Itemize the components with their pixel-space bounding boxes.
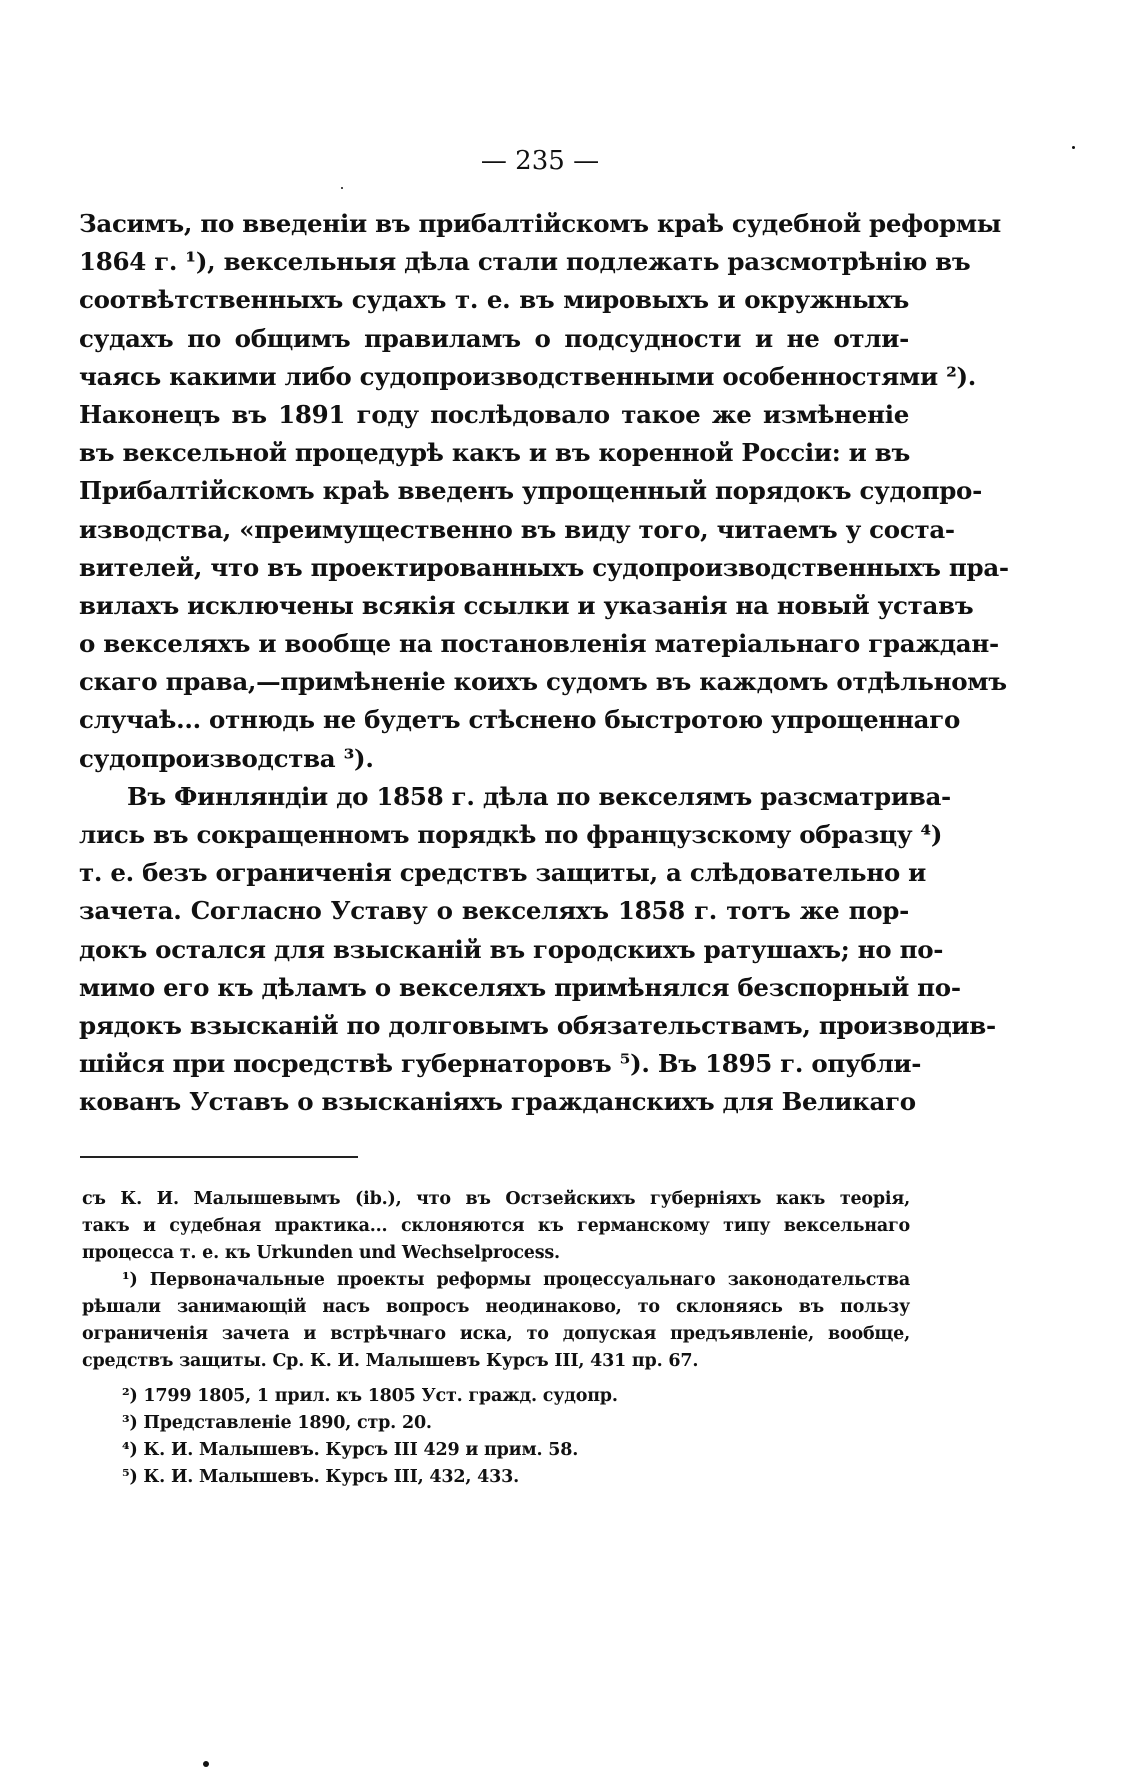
footnote-divider — [80, 1156, 358, 1158]
footnote-spacer — [82, 1375, 910, 1383]
footnote-line: ⁵) К. И. Малышевъ. Курсъ III, 432, 433. — [122, 1467, 519, 1487]
body-line: Прибалтійскомъ краѣ введенъ упрощенный порядокъ судопро- — [79, 476, 982, 506]
body-line: соотвѣтственныхъ судахъ т. е. въ мировыхъ и окружныхъ — [79, 285, 909, 315]
body-line: Въ Финляндіи до 1858 г. дѣла по векселямъ разсматрива- — [127, 781, 951, 811]
page-number: — 235 — — [480, 146, 600, 176]
body-line: чаясь какими либо судопроизводственными особенностями ²). — [79, 361, 977, 391]
body-line: вилахъ исключены всякія ссылки и указанія на новый уставъ — [79, 590, 974, 620]
footnote-line: ³) Представленіе 1890, стр. 20. — [122, 1413, 432, 1433]
body-text — [79, 205, 1009, 1122]
footnotes — [82, 1186, 910, 1491]
body-line: судахъ по общимъ правиламъ о подсудности и не отли- — [79, 323, 909, 353]
footnote-line: такъ и судебная практика... склоняются къ германскому типу вексельнаго — [82, 1216, 910, 1236]
body-line: судопроизводства ³). — [79, 743, 374, 773]
body-line: лись въ сокращенномъ порядкѣ по французскому образцу ⁴) — [79, 820, 943, 849]
body-line: изводства, «преимущественно въ виду того, читаемъ у соста- — [79, 514, 955, 544]
body-line: докъ остался для взысканій въ городскихъ ратушахъ; но по- — [79, 934, 944, 964]
body-line: о векселяхъ и вообще на постановленія матеріальнаго граждан- — [79, 629, 999, 659]
body-line: 1864 г. ¹), вексельныя дѣла стали подлежать разсмотрѣнію въ — [79, 247, 971, 277]
scan-speck — [1072, 146, 1075, 149]
body-line: мимо его къ дѣламъ о векселяхъ примѣнялся безспорный по- — [79, 972, 961, 1002]
body-line: въ вексельной процедурѣ какъ и въ коренной Россіи: и въ — [79, 438, 910, 468]
body-line: Засимъ, по введеніи въ прибалтійскомъ краѣ судебной реформы — [79, 209, 1002, 238]
body-line: т. е. безъ ограниченія средствъ защиты, а слѣдовательно и — [79, 858, 926, 888]
footnote-line: ⁴) К. И. Малышевъ. Курсъ III 429 и прим. 58. — [122, 1440, 579, 1460]
body-line: Наконецъ въ 1891 году послѣдовало такое же измѣненіе — [79, 399, 909, 429]
body-line: кованъ Уставъ о взысканіяхъ гражданскихъ для Великаго — [79, 1087, 916, 1117]
footnote-line: рѣшали занимающій насъ вопросъ неодинаково, то склоняясь въ пользу — [82, 1297, 910, 1317]
body-line: скаго права,—примѣненіе коихъ судомъ въ каждомъ отдѣльномъ — [79, 667, 1007, 697]
body-line: рядокъ взысканій по долговымъ обязательствамъ, производив- — [79, 1010, 996, 1040]
body-line: случаѣ... отнюдь не будетъ стѣснено быстротою упрощеннаго — [79, 705, 960, 735]
footnote-line: съ К. И. Малышевымъ (ib.), что въ Остзейскихъ губерніяхъ какъ теорія, — [82, 1189, 910, 1209]
scan-speck — [341, 187, 343, 189]
body-line: шійся при посредствѣ губернаторовъ ⁵). Въ 1895 г. опубли- — [79, 1049, 922, 1079]
body-line: вителей, что въ проектированныхъ судопроизводственныхъ пра- — [79, 552, 1009, 582]
scan-speck — [203, 1761, 209, 1767]
footnote-line: процесса т. е. къ Urkunden und Wechselprocess. — [82, 1243, 560, 1263]
footnote-line: ¹) Первоначальные проекты реформы процессуальнаго законодательства — [122, 1270, 910, 1290]
body-line: зачета. Согласно Уставу о векселяхъ 1858 г. тотъ же пор- — [79, 896, 909, 926]
footnote-line: средствъ защиты. Ср. К. И. Малышевъ Курсъ III, 431 пр. 67. — [82, 1351, 699, 1371]
footnote-line: ограниченія зачета и встрѣчнаго иска, то допуская предъявленіе, вообще, — [82, 1324, 910, 1344]
footnote-line: ²) 1799 1805, 1 прил. къ 1805 Уст. гражд. судопр. — [122, 1386, 618, 1406]
